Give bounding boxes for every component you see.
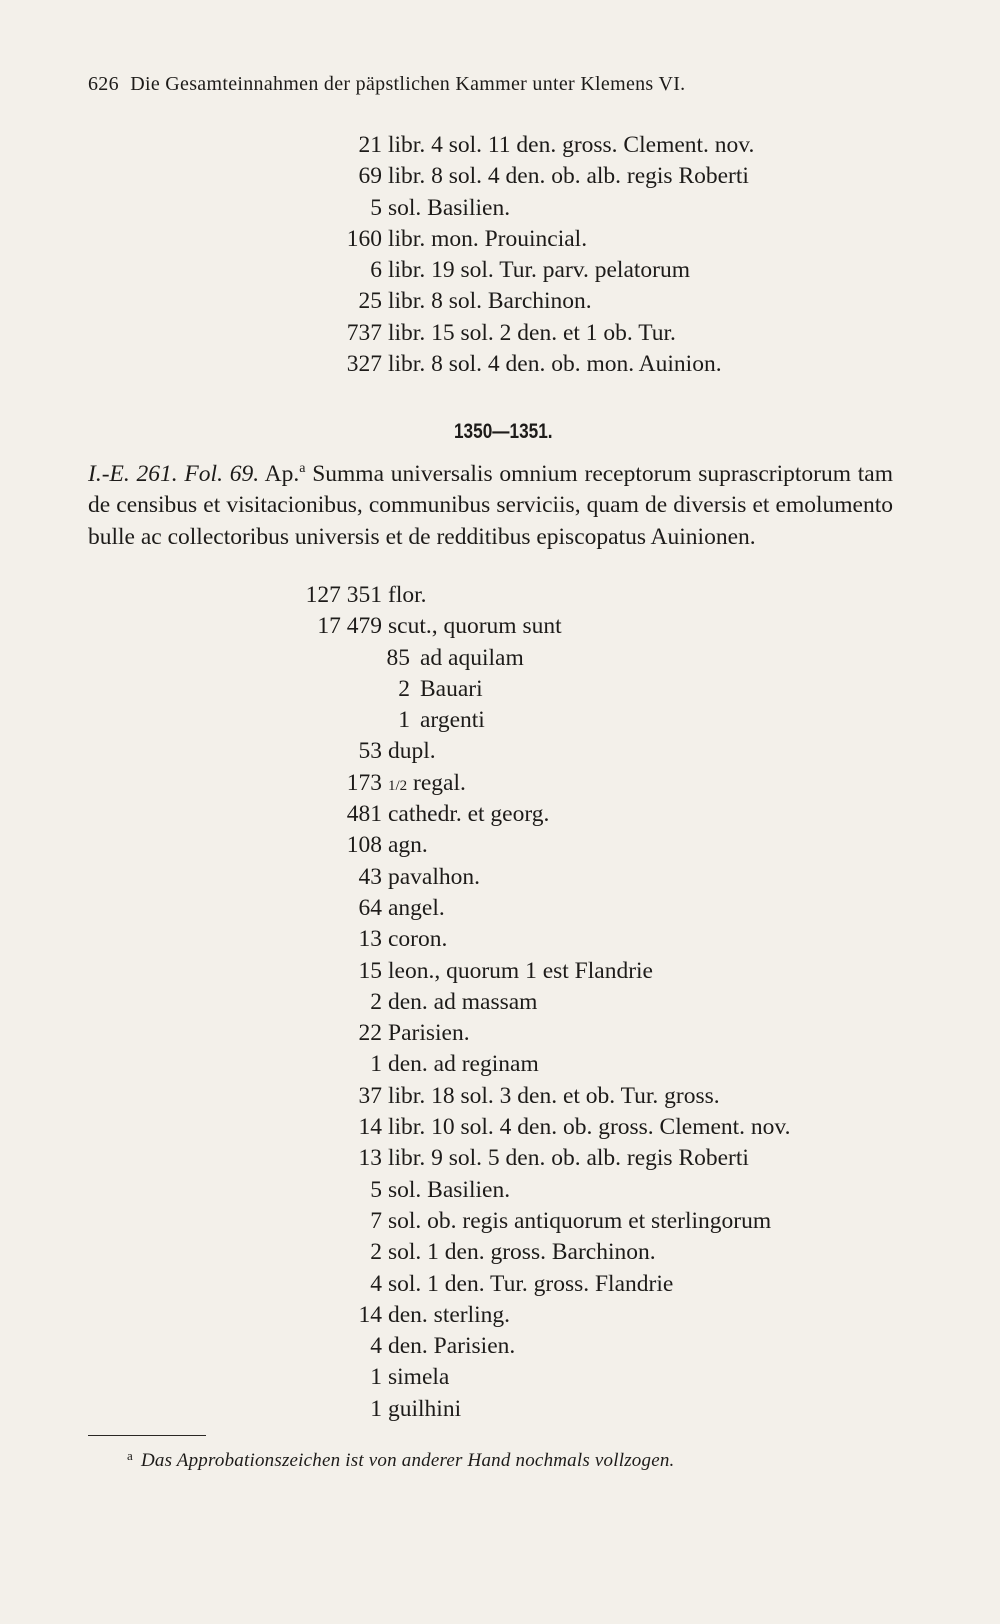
ledger-row: [0, 1083, 1000, 1114]
ledger-text: agn.: [388, 832, 428, 859]
ledger-row: [0, 958, 1000, 989]
ledger-amount: 37: [358, 1082, 382, 1109]
ledger-row: [0, 226, 1000, 257]
ledger-description: [388, 958, 653, 985]
ledger-description: [388, 1333, 515, 1360]
ledger-description: [388, 1302, 510, 1329]
ledger-text: sol. Basilien.: [388, 194, 511, 221]
ledger-row: [0, 132, 1000, 163]
ledger-description: [388, 738, 436, 765]
ledger-amount: 15: [358, 957, 382, 984]
ledger-description: [388, 1114, 791, 1141]
ledger-row: [0, 582, 1000, 613]
ledger-description: [388, 257, 690, 284]
ledger-amount: 7: [370, 1207, 382, 1234]
ledger-description: [388, 288, 592, 315]
ledger-text: den. ad reginam: [388, 1051, 539, 1078]
ledger-amount: 64: [358, 894, 382, 921]
ledger-row: [0, 1051, 1000, 1082]
ledger-row: [0, 351, 1000, 382]
ledger-row: [0, 707, 1000, 738]
ledger-text: sol. 1 den. gross. Barchinon.: [388, 1239, 656, 1266]
ledger-amount: 737: [346, 319, 382, 346]
ledger-text: sol. ob. regis antiquorum et sterlingorum: [388, 1207, 772, 1234]
ledger-description: [388, 132, 754, 159]
year-heading: 1350—1351.: [453, 420, 553, 443]
ledger-description: [388, 1239, 656, 1266]
ledger-text: angel.: [388, 894, 445, 921]
footnote-mark: a: [127, 1448, 133, 1463]
ledger-row: [0, 864, 1000, 895]
ledger-amount: 13: [358, 926, 382, 953]
ledger-amount: 53: [358, 738, 382, 765]
ledger-description: [388, 226, 587, 253]
ledger-row: [0, 195, 1000, 226]
ledger-amount: 1: [370, 1395, 382, 1422]
ledger-description: [388, 1396, 461, 1423]
ledger-text: flor.: [388, 582, 427, 608]
ledger-text: cathedr. et georg.: [388, 801, 550, 828]
ledger-amount: 43: [358, 863, 382, 890]
ledger-fraction: 1/2: [388, 777, 408, 794]
footnote-marker: a: [299, 461, 306, 476]
ledger-description: [388, 613, 562, 640]
ledger-text: coron.: [388, 926, 448, 953]
ledger-row: [0, 1271, 1000, 1302]
ledger-amount: 25: [358, 288, 382, 315]
summary-text: Summa universalis omnium receptorum suprascriptorum tam de censibus et visitacionibus, communibus serviciis, quam de diversis et emolumento bulle ac collectoribus universis et de redditibus episcopatus Auinionen.: [88, 461, 894, 550]
ledger-amount: 173: [346, 769, 382, 796]
ledger-row: [0, 926, 1000, 957]
ledger-description: [388, 1364, 449, 1391]
ledger-text: libr. 8 sol. 4 den. ob. mon. Auinion.: [388, 351, 722, 378]
ledger-text: den. Parisien.: [388, 1333, 516, 1360]
ledger-text: den. sterling.: [388, 1301, 511, 1328]
ledger-amount: 21: [358, 132, 382, 158]
ledger-amount: 13: [358, 1145, 382, 1172]
ledger-amount: 5: [370, 194, 382, 221]
ledger-row: [0, 1364, 1000, 1395]
ledger-text: den. ad massam: [388, 988, 538, 1015]
ledger-text: leon., quorum 1 est Flandrie: [388, 957, 653, 984]
ledger-description: [388, 989, 537, 1016]
ledger-description: [388, 1271, 673, 1298]
ledger-description: [388, 1051, 539, 1078]
ledger-description: [388, 351, 722, 378]
ledger-amount: 22: [358, 1020, 382, 1047]
account-block-1350: [0, 582, 1000, 1427]
ledger-text: ad aquilam: [420, 644, 524, 671]
ledger-row: [0, 1302, 1000, 1333]
ledger-text: libr. mon. Prouincial.: [388, 225, 588, 252]
ledger-row: [0, 1145, 1000, 1176]
ledger-amount: 69: [358, 163, 382, 190]
summary-paragraph: [88, 453, 893, 553]
ledger-text: sol. 1 den. Tur. gross. Flandrie: [388, 1270, 674, 1297]
ledger-amount: 160: [346, 225, 382, 252]
ledger-description: [388, 195, 510, 222]
ledger-description: [388, 582, 427, 609]
ledger-row: [0, 1020, 1000, 1051]
ledger-text: libr. 4 sol. 11 den. gross. Clement. nov.: [388, 132, 755, 158]
ledger-text: guilhini: [388, 1395, 462, 1422]
ledger-amount: 1: [370, 1051, 382, 1078]
ledger-description: [388, 1020, 470, 1047]
approbation-mark: Ap.: [264, 461, 300, 487]
account-block-1349: [0, 132, 1000, 382]
ledger-row: [0, 832, 1000, 863]
ledger-row: [0, 645, 1000, 676]
footnote: [127, 1448, 674, 1472]
ledger-row: [0, 288, 1000, 319]
ledger-row: [0, 1114, 1000, 1145]
ledger-amount: 2: [370, 988, 382, 1015]
ledger-description: [420, 676, 483, 703]
ledger-description: [388, 163, 749, 190]
ledger-amount: 481: [346, 801, 382, 828]
footnote-text: Das Approbationszeichen ist von anderer Hand nochmals vollzogen.: [140, 1450, 675, 1471]
running-header: [88, 73, 928, 96]
ledger-description: [388, 770, 466, 797]
ledger-row: [0, 1239, 1000, 1270]
ledger-row: [0, 989, 1000, 1020]
ledger-text: pavalhon.: [388, 863, 481, 890]
ledger-description: [388, 1145, 749, 1172]
ledger-description: [388, 926, 447, 953]
ledger-text: Parisien.: [388, 1020, 470, 1047]
ledger-row: [0, 613, 1000, 644]
ledger-amount: 14: [358, 1301, 382, 1328]
ledger-text: dupl.: [388, 738, 436, 765]
ledger-text: libr. 15 sol. 2 den. et 1 ob. Tur.: [388, 319, 676, 346]
ledger-amount: 2: [370, 1239, 382, 1266]
ledger-description: [388, 1177, 510, 1204]
ledger-row: [0, 895, 1000, 926]
ledger-amount: 85: [386, 644, 410, 671]
ledger-amount: 4: [370, 1333, 382, 1360]
ledger-description: [388, 895, 445, 922]
ledger-text: libr. 10 sol. 4 den. ob. gross. Clement. nov.: [388, 1114, 791, 1141]
ledger-row: [0, 676, 1000, 707]
ledger-text: Bauari: [420, 675, 483, 702]
archive-reference: I.-E. 261. Fol. 69.: [88, 461, 260, 487]
ledger-row: [0, 801, 1000, 832]
ledger-amount: 4: [370, 1270, 382, 1297]
ledger-amount: 6: [370, 257, 382, 284]
ledger-text: libr. 8 sol. 4 den. ob. alb. regis Roberti: [388, 163, 749, 190]
ledger-amount: 1: [398, 707, 410, 734]
ledger-amount: 2: [398, 675, 410, 702]
ledger-description: [420, 645, 524, 672]
running-title: Die Gesamteinnahmen der päpstlichen Kammer unter Klemens VI.: [130, 73, 686, 95]
ledger-row: [0, 1208, 1000, 1239]
ledger-amount: 17 479: [317, 613, 382, 640]
ledger-row: [0, 1333, 1000, 1364]
ledger-text: regal.: [413, 769, 466, 796]
ledger-text: scut., quorum sunt: [388, 613, 562, 640]
ledger-amount: 108: [346, 832, 382, 859]
ledger-text: sol. Basilien.: [388, 1176, 511, 1203]
ledger-row: [0, 738, 1000, 769]
ledger-row: [0, 770, 1000, 801]
footnote-rule: [88, 1435, 206, 1436]
ledger-row: [0, 320, 1000, 351]
ledger-row: [0, 1396, 1000, 1427]
ledger-text: argenti: [420, 707, 485, 734]
ledger-description: [388, 864, 480, 891]
ledger-amount: 1: [370, 1364, 382, 1391]
ledger-text: libr. 9 sol. 5 den. ob. alb. regis Roberti: [388, 1145, 749, 1172]
ledger-amount: 127 351: [305, 582, 382, 608]
page-number: 626: [88, 73, 119, 95]
ledger-text: libr. 18 sol. 3 den. et ob. Tur. gross.: [388, 1082, 720, 1109]
ledger-text: libr. 19 sol. Tur. parv. pelatorum: [388, 257, 691, 284]
ledger-row: [0, 1177, 1000, 1208]
ledger-description: [388, 1083, 720, 1110]
ledger-description: [388, 1208, 771, 1235]
ledger-amount: 5: [370, 1176, 382, 1203]
ledger-text: libr. 8 sol. Barchinon.: [388, 288, 592, 315]
ledger-row: [0, 257, 1000, 288]
ledger-description: [388, 832, 428, 859]
ledger-description: [420, 707, 485, 734]
ledger-amount: 327: [346, 351, 382, 378]
ledger-row: [0, 163, 1000, 194]
ledger-amount: 14: [358, 1114, 382, 1141]
ledger-description: [388, 320, 676, 347]
ledger-description: [388, 801, 549, 828]
ledger-text: simela: [388, 1364, 450, 1391]
